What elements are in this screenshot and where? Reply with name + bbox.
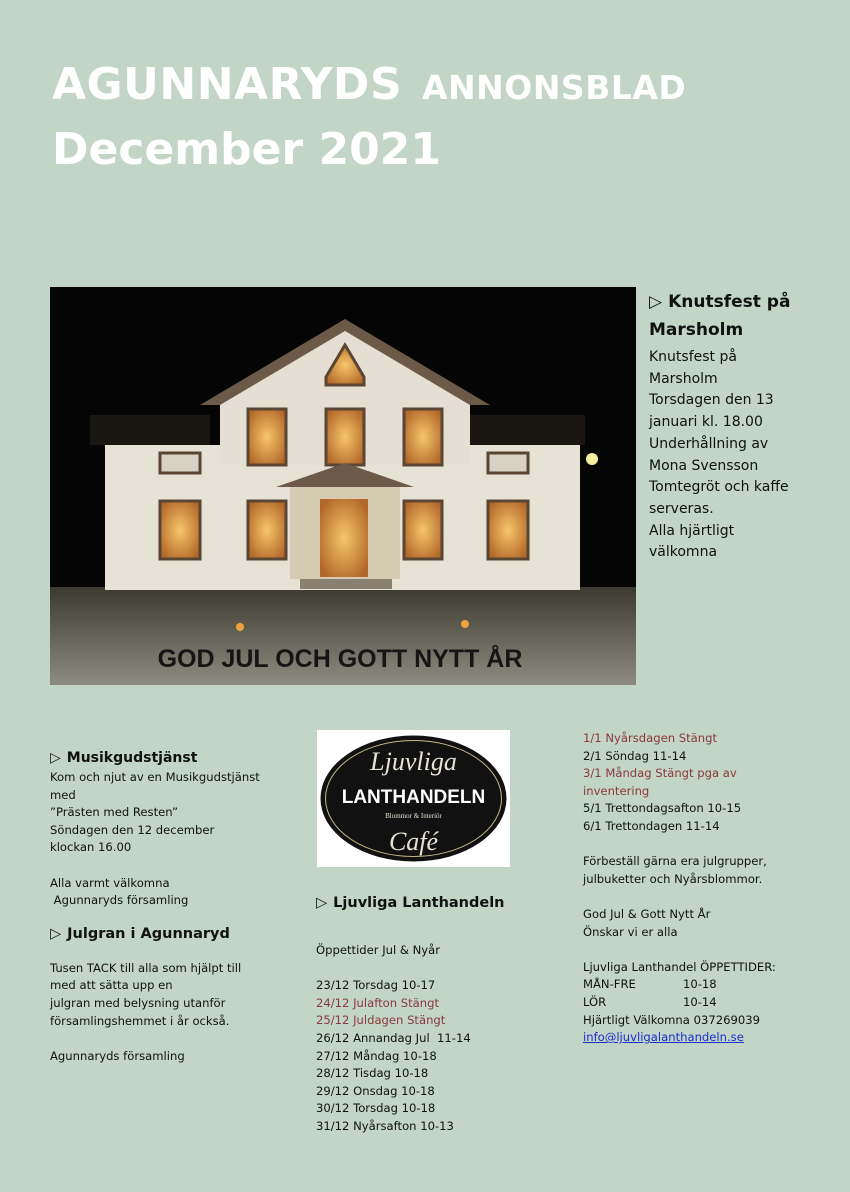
hours-line: 23/12 Torsdag 10-17 [316, 978, 436, 993]
triangle-bullet-icon: ▷ [50, 925, 62, 942]
svg-text:Blommor & Interiör: Blommor & Interiör [385, 812, 442, 820]
knutsfest-title: ▷ Knutsfest på Marsholm [649, 288, 834, 344]
musik-line: Kom och njut av en Musikgudstjänst [50, 770, 260, 784]
lanthandeln-title: ▷ Ljuvliga Lanthandeln [316, 892, 556, 914]
musik-line: ”Prästen med Resten” [50, 805, 178, 820]
issue-date: December 2021 [52, 124, 441, 175]
musik-sign: Agunnaryds församling [50, 893, 189, 908]
photo-caption: GOD JUL OCH GOTT NYTT ÅR [157, 645, 523, 673]
masthead-word1: AGUNNARYDS [52, 59, 403, 110]
hours-intro: Öppettider Jul & Nyår [316, 943, 441, 957]
hours-line-closed: 1/1 Nyårsdagen Stängt [583, 731, 718, 745]
triangle-bullet-icon: ▷ [316, 895, 328, 911]
julgran-title: ▷ Julgran i Agunnaryd [50, 925, 230, 942]
julgran-line: julgran med belysning utanför [50, 995, 226, 1010]
regular-hours-row: MÅN-FRE 10-18 [583, 977, 717, 992]
julgran-line: med att sätta upp en [50, 978, 173, 993]
masthead-word2: ANNONSBLAD [421, 68, 687, 107]
greeting: Önskar vi er alla [583, 924, 678, 939]
knutsfest-section [649, 288, 834, 564]
middle-column [316, 892, 556, 1136]
triangle-bullet-icon: ▷ [649, 292, 663, 312]
julgran-sign: Agunnaryds församling [50, 1048, 185, 1063]
hours-line-closed: 3/1 Måndag Stängt pga av [583, 766, 737, 781]
order-text: Förbeställ gärna era julgrupper, [583, 854, 767, 869]
hours-line: 5/1 Trettondagsafton 10-15 [583, 801, 742, 816]
masthead [52, 58, 686, 181]
svg-text:LANTHANDELN: LANTHANDELN [341, 787, 486, 808]
lanthandeln-logo [317, 730, 510, 867]
hours-line-closed: inventering [583, 783, 650, 798]
knutsfest-body: Knutsfest på Marsholm Torsdagen den 13 januari kl. 18.00 Underhållning av Mona Svensson Tomtegröt och kaffe serveras. Alla hjärtligt välkomna [649, 349, 789, 561]
hours-line: 2/1 Söndag 11-14 [583, 748, 687, 763]
julgran-line: Tusen TACK till alla som hjälpt till [50, 960, 242, 975]
musik-line: klockan 16.00 [50, 840, 132, 855]
musik-title: ▷ Musikgudstjänst [50, 750, 198, 766]
house-photo [50, 287, 636, 685]
masthead-title [52, 58, 686, 115]
right-column [583, 730, 823, 1047]
hours-line-closed: 25/12 Juldagen Stängt [316, 1013, 446, 1028]
order-text: julbuketter och Nyårsblommor. [583, 871, 763, 886]
hours-line: 30/12 Torsdag 10-18 [316, 1101, 436, 1116]
regular-hours-row: LÖR 10-14 [583, 994, 717, 1009]
hours-line: 6/1 Trettondagen 11-14 [583, 818, 720, 833]
hours-line: 31/12 Nyårsafton 10-13 [316, 1118, 454, 1133]
svg-text:Ljuvliga: Ljuvliga [370, 747, 457, 776]
triangle-bullet-icon: ▷ [50, 750, 61, 766]
musik-line: Söndagen den 12 december [50, 822, 215, 837]
email-link[interactable]: info@ljuvligalanthandeln.se [583, 1030, 744, 1045]
left-column [50, 748, 290, 1065]
regular-hours-title: Ljuvliga Lanthandel ÖPPETTIDER: [583, 959, 776, 974]
hours-line: 29/12 Onsdag 10-18 [316, 1083, 435, 1098]
hours-line: 28/12 Tisdag 10-18 [316, 1066, 429, 1081]
julgran-line: församlingshemmet i år också. [50, 1013, 230, 1028]
musik-welcome: Alla varmt välkomna [50, 875, 170, 890]
hours-line-closed: 24/12 Julafton Stängt [316, 995, 440, 1010]
greeting: God Jul & Gott Nytt År [583, 906, 711, 921]
hours-line: 26/12 Annandag Jul 11-14 [316, 1030, 471, 1045]
contact-phone: Hjärtligt Välkomna 037269039 [583, 1012, 760, 1027]
svg-text:Café: Café [388, 827, 439, 856]
musik-line: med [50, 787, 76, 802]
hours-line: 27/12 Måndag 10-18 [316, 1048, 437, 1063]
